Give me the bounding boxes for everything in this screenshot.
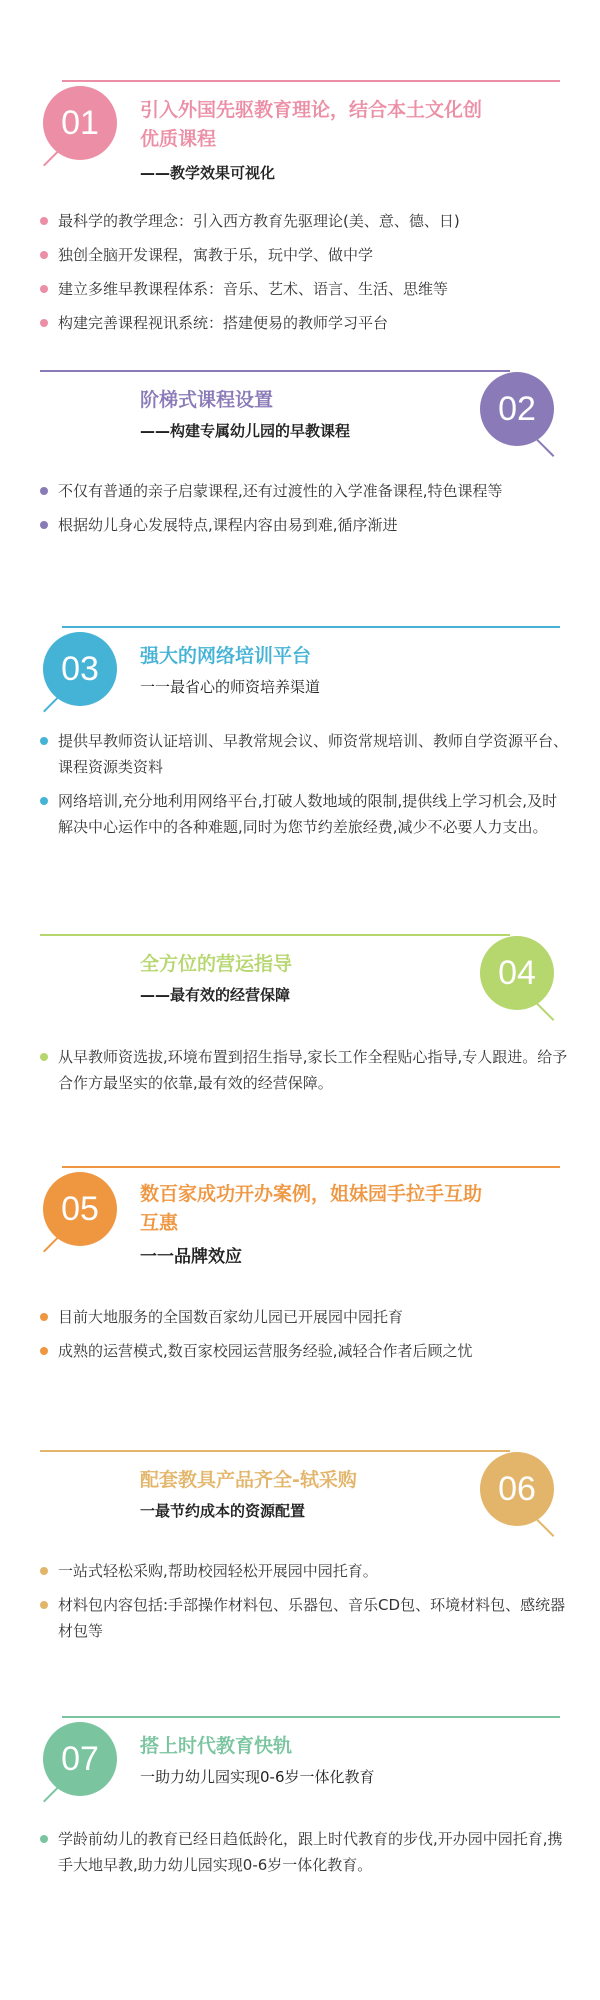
list-item-text: 学龄前幼儿的教育已经日趋低龄化，跟上时代教育的步伐,开办园中园托育,携手大地早教,助力幼儿园实现0-6岁一体化教育。 (58, 1830, 563, 1874)
list-item-text: 网络培训,充分地利用网络平台,打破人数地域的限制,提供线上学习机会,及时解决中心运作中的各种难题,同时为您节约差旅经费,减少不必要人力支出。 (58, 792, 558, 836)
section-title: 阶梯式课程设置 (140, 389, 274, 411)
list-item (38, 1304, 568, 1330)
section-number-badge: 07 (43, 1722, 117, 1796)
bullet-list (38, 1558, 568, 1652)
bullet-list (38, 208, 568, 344)
section-title (140, 1180, 580, 1238)
divider-line (40, 370, 510, 372)
divider-line (62, 1716, 560, 1718)
list-item-text: 目前大地服务的全国数百家幼儿园已开展园中园托育 (58, 1308, 404, 1326)
section-number-badge: 01 (43, 86, 117, 160)
bullet-dot-icon (40, 285, 48, 293)
list-item-text: 一站式轻松采购,帮助校园轻松开展园中园托育。 (58, 1562, 378, 1580)
section-title (140, 96, 580, 154)
divider-line (62, 1166, 560, 1168)
bullet-dot-icon (40, 521, 48, 529)
bullet-dot-icon (40, 1313, 48, 1321)
list-item (38, 242, 568, 268)
bullet-dot-icon (40, 1601, 48, 1609)
section-title: 全方位的营运指导 (140, 953, 293, 975)
list-item (38, 1338, 568, 1364)
section-title: 配套教具产品齐全-轼采购 (140, 1469, 357, 1491)
bullet-dot-icon (40, 1347, 48, 1355)
bullet-dot-icon (40, 217, 48, 225)
list-item-text: 不仅有普通的亲子启蒙课程,还有过渡性的入学准备课程,特色课程等 (58, 482, 503, 500)
list-item (38, 1592, 568, 1644)
divider-line (40, 934, 510, 936)
list-item-text: 构建完善课程视讯系统：搭建便易的教师学习平台 (58, 314, 389, 332)
divider-line (62, 80, 560, 82)
section-subtitle: ——构建专属幼儿园的早教课程 (140, 422, 351, 440)
list-item (38, 512, 568, 538)
list-item-text: 从早教师资选拔,环境布置到招生指导,家长工作全程贴心指导,专人跟进。给予合作方最坚实的依靠,最有效的经营保障。 (58, 1048, 568, 1092)
section-title-line: 引入外国先驱教育理论，结合本土文化创 (140, 99, 483, 121)
list-item-text: 建立多维早教课程体系：音乐、艺术、语言、生活、思维等 (58, 280, 449, 298)
list-item-text: 材料包内容包括:手部操作材料包、乐器包、音乐CD包、环境材料包、感统器材包等 (58, 1596, 566, 1640)
bullet-list (38, 1826, 568, 1886)
list-item (38, 728, 568, 780)
divider-line (40, 1450, 510, 1452)
divider-line (62, 626, 560, 628)
list-item (38, 478, 568, 504)
section-number-badge: 05 (43, 1172, 117, 1246)
section-subtitle: ——教学效果可视化 (140, 164, 276, 182)
list-item-text: 独创全脑开发课程，寓教于乐，玩中学、做中学 (58, 246, 374, 264)
list-item-text: 最科学的教学理念：引入西方教育先驱理论(美、意、德、日) (58, 212, 460, 230)
list-item-text: 根据幼儿身心发展特点,课程内容由易到难,循序渐进 (58, 516, 398, 534)
list-item (38, 1558, 568, 1584)
section-title: 搭上时代教育快轨 (140, 1735, 293, 1757)
list-item (38, 788, 568, 840)
bullet-dot-icon (40, 319, 48, 327)
section-subtitle: 一一品牌效应 (140, 1247, 242, 1267)
list-item-text: 提供早教师资认证培训、早教常规会议、师资常规培训、教师自学资源平台、课程资源类资料 (58, 732, 569, 776)
section-title-line: 数百家成功开办案例，姐妹园手拉手互助 (140, 1183, 483, 1205)
bullet-dot-icon (40, 251, 48, 259)
divider-tail (536, 1003, 554, 1021)
list-item (38, 208, 568, 234)
divider-tail (536, 439, 554, 457)
bullet-dot-icon (40, 1835, 48, 1843)
bullet-dot-icon (40, 1053, 48, 1061)
section-title-line: 优质课程 (140, 128, 217, 150)
section-subtitle: 一一最省心的师资培养渠道 (140, 678, 321, 696)
bullet-list (38, 1304, 568, 1372)
bullet-list (38, 478, 568, 546)
bullet-dot-icon (40, 1567, 48, 1575)
bullet-dot-icon (40, 737, 48, 745)
section-number-badge: 02 (480, 372, 554, 446)
section-number-badge: 04 (480, 936, 554, 1010)
list-item (38, 276, 568, 302)
bullet-dot-icon (40, 797, 48, 805)
section-subtitle: 一助力幼儿园实现0-6岁一体化教育 (140, 1768, 375, 1786)
section-number-badge: 03 (43, 632, 117, 706)
bullet-list (38, 728, 568, 848)
section-number-badge: 06 (480, 1452, 554, 1526)
list-item (38, 310, 568, 336)
list-item (38, 1826, 568, 1878)
section-subtitle: 一最节约成本的资源配置 (140, 1502, 306, 1520)
divider-tail (536, 1519, 554, 1537)
section-title-line: 互惠 (140, 1212, 179, 1234)
list-item-text: 成熟的运营模式,数百家校园运营服务经验,减轻合作者后顾之忧 (58, 1342, 473, 1360)
section-subtitle: ——最有效的经营保障 (140, 986, 291, 1004)
section-title: 强大的网络培训平台 (140, 645, 312, 667)
list-item (38, 1044, 568, 1096)
bullet-dot-icon (40, 487, 48, 495)
bullet-list (38, 1044, 568, 1104)
